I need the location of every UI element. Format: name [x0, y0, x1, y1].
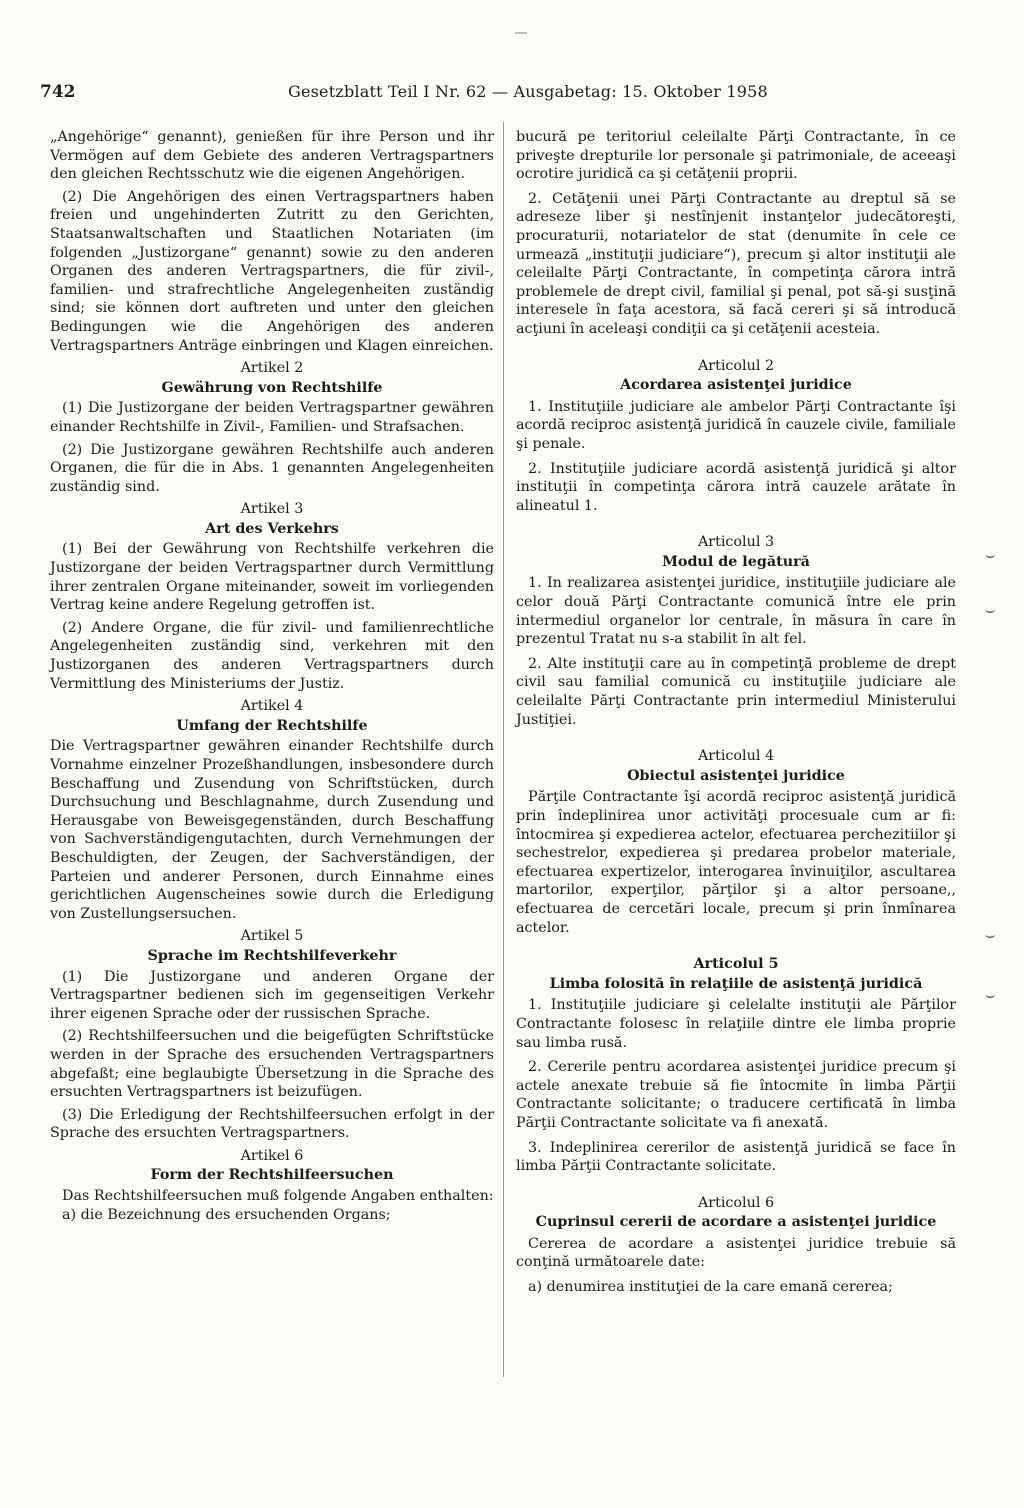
article-label: Artikel 6 — [240, 1147, 304, 1164]
paragraph: Das Rechtshilfeersuchen muß folgende Angaben enthalten: — [62, 1188, 494, 1205]
page-number: 742 — [40, 82, 76, 102]
article-title: Gewährung von Rechtshilfe — [161, 379, 383, 396]
paragraph: 2. Cetăţenii unei Părţi Contractante au dreptul să se adreseze liber şi nestînjenit instanţelor judecătoreşti, procuraturii, notariatelor de stat (denumite în cele ce urmează „instituţii judiciare“), precum şi altor instituţii ale celeilalte Părţi Contractante, în competinţa cărora intră problemele de drept civil, familial şi penal, pot să-şi susţină interesele în faţa acestora, să facă cereri şi să introducă acţiuni în aceleaşi condiţii ca şi cetăţenii acesteia. — [516, 190, 956, 337]
paragraph: 2. Cererile pentru acordarea asistenţei juridice precum şi actele anexate trebuie să fie întocmite în limba Părţii Contractante solicitante; o traducere certificată în limba Părţii Contractante solicitate va fi anexată. — [516, 1059, 956, 1131]
paragraph: (1) Die Justizorgane der beiden Vertragspartner gewähren einander Rechtshilfe in Zivil-, Familien- und Strafsachen. — [50, 400, 494, 435]
german-column — [50, 128, 494, 1228]
article-title: Sprache im Rechtshilfeverkehr — [147, 947, 397, 964]
article-label: Articolul 4 — [697, 748, 775, 765]
paragraph: 2. Alte instituţii care au în competinţă probleme de drept civil sau familial comunică cu instituţiile judiciare ale celeilalte Părţi Contractante prin intermediul Ministerului Justiţiei. — [516, 655, 956, 728]
paragraph: bucură pe teritoriul celeilalte Părţi Contractante, în ce priveşte drepturile lor personale şi patrimoniale, de aceeaşi ocrotire juridică ca şi cetăţenii proprii. — [516, 129, 956, 183]
article-title: Modul de legătură — [662, 553, 810, 570]
list-item: a) die Bezeichnung des ersuchenden Organs; — [62, 1206, 391, 1223]
margin-pencil-mark: ⌣ — [985, 925, 996, 944]
paragraph: Părţile Contractante îşi acordă reciproc asistenţă juridică prin îndeplinirea unor activităţi procesuale cum ar fi: întocmirea şi expedierea actelor, efectuarea perchezitiilor şi sechestrelor, expedierea şi predarea probelor materiale, efectuarea expertizelor, interogarea învinuiţilor, ascultarea martorilor, experţilor, părţilor şi a altor persoane,, efectuarea de cercetări locale, precum şi prin înmînarea actelor. — [516, 789, 956, 936]
paragraph: (2) Andere Organe, die für zivil- und familienrechtliche Angelegenheiten zuständig sind, verkehren mit den Justizorganen des anderen Vertragspartners durch Vermittlung des Ministeriums der Justiz. — [50, 619, 494, 692]
article-title: Form der Rechtshilfeersuchen — [150, 1167, 394, 1184]
romanian-column — [516, 128, 956, 1303]
paragraph: „Angehörige“ genannt), genießen für ihre Person und ihr Vermögen auf dem Gebiete des anderen Vertragspartners den gleichen Rechtsschutz wie die eigenen Angehörigen. — [50, 129, 494, 183]
article-title: Art des Verkehrs — [205, 520, 339, 537]
paragraph: (1) Bei der Gewährung von Rechtshilfe verkehren die Justizorgane der beiden Vertragspartner durch Vermittlung ihrer zentralen Organe miteinander, soweit im vorliegenden Vertrag keine andere Regelung getroffen ist. — [50, 541, 494, 614]
paragraph: Cererea de acordare a asistenţei juridice trebuie să conţină următoarele date: — [516, 1235, 956, 1271]
article-title: Umfang der Rechtshilfe — [176, 717, 368, 734]
margin-pencil-mark: ⌣ — [985, 600, 996, 619]
paragraph: 2. Instituţiile judiciare acordă asistenţă juridică şi altor instituţii în competinţa cărora intră cauzele arătate în alineatul 1. — [516, 460, 956, 514]
scan-mark — [515, 32, 527, 34]
paragraph: 1. Instituţiile judiciare ale ambelor Părţi Contractante îşi acordă reciproc asistenţă juridică în cauzele civile, familiale şi penale. — [516, 398, 956, 452]
article-title: Acordarea asistenţei juridice — [620, 377, 852, 394]
page-header — [40, 82, 970, 108]
article-label: Artikel 4 — [240, 698, 304, 715]
article-title: Obiectul asistenţei juridice — [627, 767, 845, 784]
paragraph: Die Vertragspartner gewähren einander Rechtshilfe durch Vornahme einzelner Prozeßhandlungen, insbesondere durch Beschaffung und Zusendung von Schriftstücken, durch Durchsuchung und Beschlagnahme, durch Zusendung und Herausgabe von Beweisgegenständen, durch Beschaffung von Sachverständigengutachten, durch Vernehmungen der Beschuldigten, der Zeugen, der Sachverständigen, der Parteien und anderer Personen, durch Einnahme eines gerichtlichen Augenscheines sowie durch die Erledigung von Zustellungsersuchen. — [50, 738, 494, 922]
paragraph: (2) Die Angehörigen des einen Vertragspartners haben freien und ungehinderten Zutritt zu den Gerichten, Staatsanwaltschaften und Staatlichen Notariaten (im folgenden „Justizorgane“ genannt) sowie zu den anderen Organen des anderen Vertragspartners, die für zivil-, familien- und strafrechtliche Angelegenheiten zuständig sind; sie können dort auftreten und unter den gleichen Bedingungen wie die Angehörigen des anderen Vertragspartners Anträge einbringen und Klagen einreichen. — [50, 188, 494, 354]
article-label: Artikel 3 — [240, 501, 304, 518]
article-label: Articolul 5 — [693, 956, 779, 973]
article-label: Articolul 6 — [697, 1194, 775, 1211]
column-divider — [503, 122, 504, 1377]
paragraph: 3. Indeplinirea cererilor de asistenţă juridică se face în limba Părţii Contractante solicitate. — [516, 1139, 956, 1175]
paragraph: (1) Die Justizorgane und anderen Organe der Vertragspartner bedienen sich im gegenseitigen Verkehr ihrer eigenen Sprache oder der russischen Sprache. — [50, 968, 494, 1022]
paragraph: (3) Die Erledigung der Rechtshilfeersuchen erfolgt in der Sprache des ersuchten Vertragspartners. — [50, 1106, 494, 1142]
article-title: Limba folosită în relaţiile de asistenţă juridică — [549, 975, 923, 992]
margin-pencil-mark: ⌣ — [985, 985, 996, 1004]
paragraph: 1. In realizarea asistenţei juridice, instituţiile judiciare ale celor două Părţi Contractante comunică între ele prin intermediul organelor lor centrale, în măsura în care în prezentul Tratat nu s-a stabilit în alt fel. — [516, 575, 956, 648]
paragraph: 1. Instituţiile judiciare şi celelalte instituţii ale Părţilor Contractante folosesc în relaţiile dintre ele limba proprie sau limba rusă. — [516, 997, 956, 1051]
margin-pencil-mark: ⌣ — [985, 545, 996, 564]
article-label: Artikel 2 — [240, 360, 304, 377]
article-label: Articolul 2 — [697, 357, 775, 374]
article-label: Articolul 3 — [697, 534, 775, 551]
paragraph: (2) Die Justizorgane gewähren Rechtshilfe auch anderen Organen, die für die in Abs. 1 genannten Angelegenheiten zuständig sind. — [50, 441, 494, 495]
article-label: Artikel 5 — [240, 928, 304, 945]
paragraph: (2) Rechtshilfeersuchen und die beigefügten Schriftstücke werden in der Sprache des ersuchenden Vertragspartners abgefaßt; eine beglaubigte Übersetzung in die Sprache des ersuchten Vertragspartners ist beizufügen. — [50, 1028, 494, 1101]
running-title: Gesetzblatt Teil I Nr. 62 — Ausgabetag: 15. Oktober 1958 — [288, 82, 768, 101]
list-item: a) denumirea instituţiei de la care emană cererea; — [528, 1279, 893, 1296]
article-title: Cuprinsul cererii de acordare a asistenţei juridice — [535, 1214, 937, 1231]
